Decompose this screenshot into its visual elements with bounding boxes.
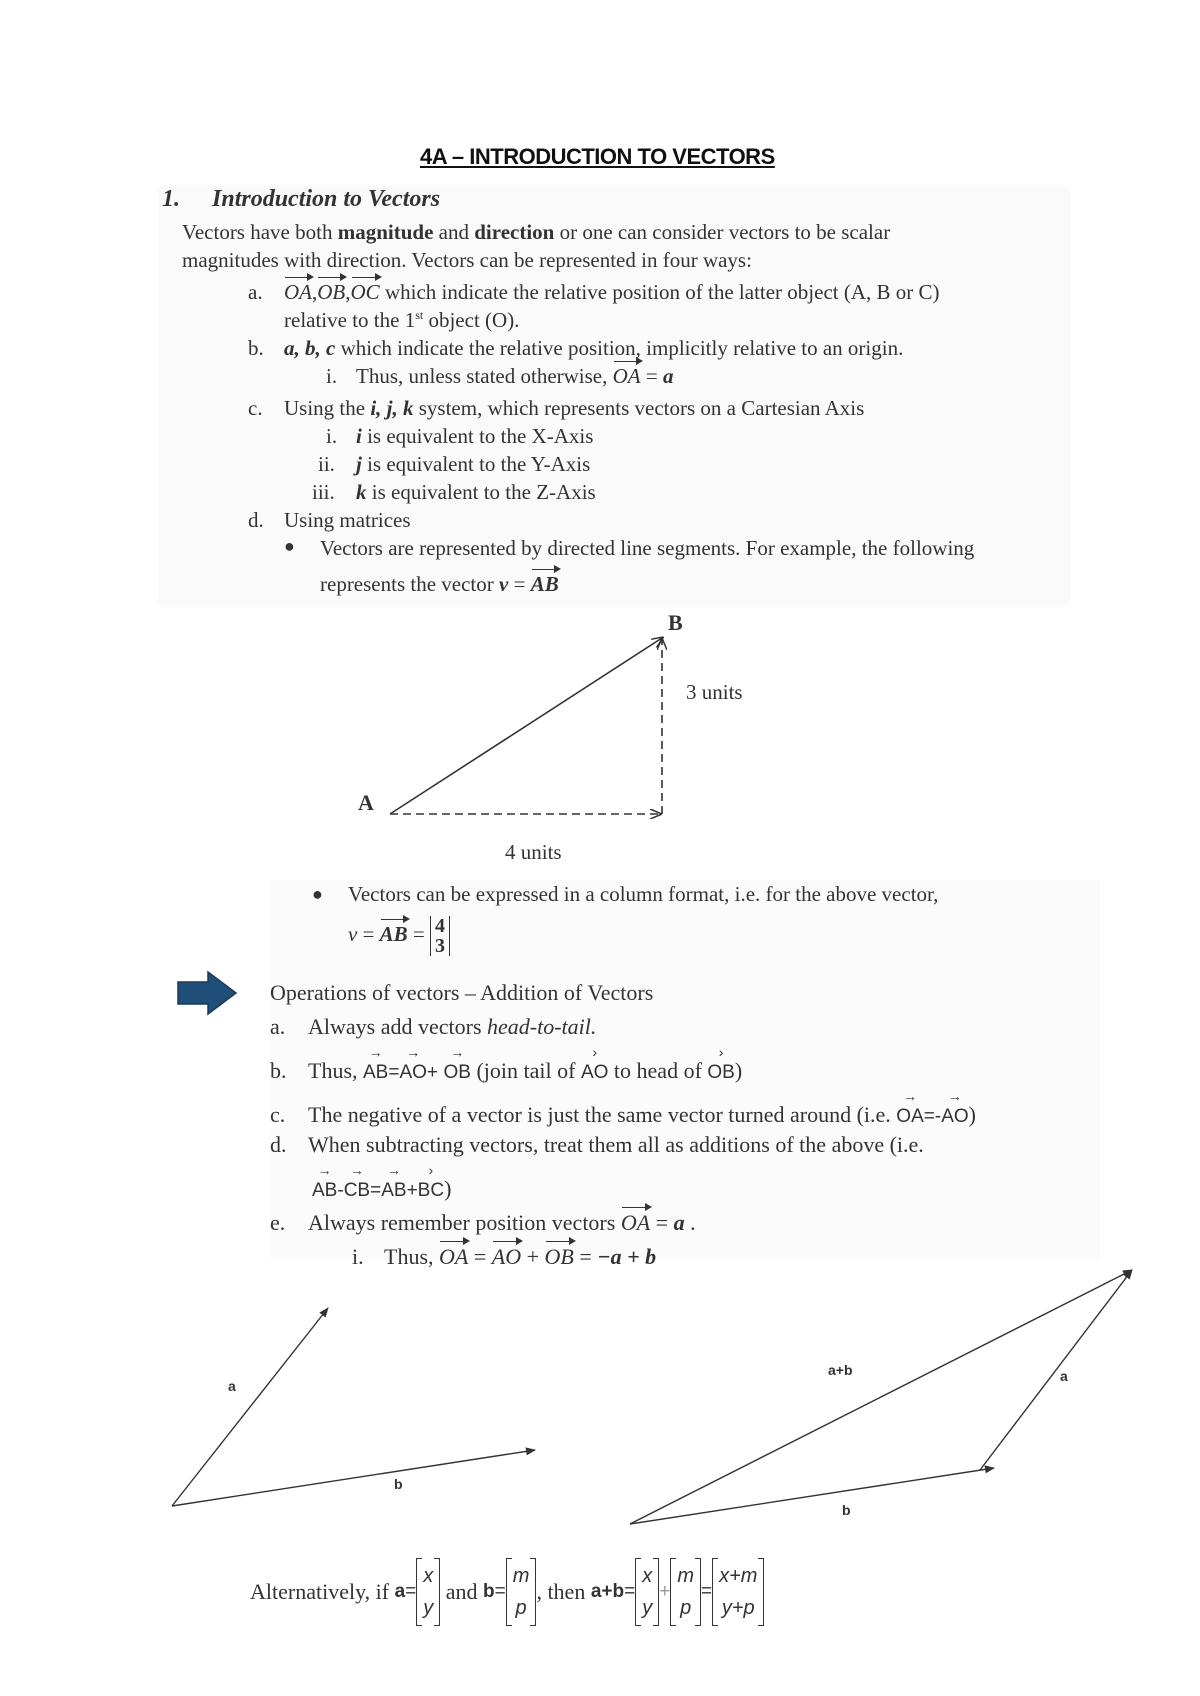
point-a-label: A xyxy=(358,790,374,815)
vector-sum-diagram xyxy=(620,1260,1140,1560)
point-b-label: B xyxy=(668,610,683,635)
matrix-mp-2: m p xyxy=(670,1558,701,1626)
vector-oa: OA xyxy=(284,274,312,305)
intro-line-2: magnitudes with direction. Vectors can be represented in four ways: xyxy=(182,248,752,272)
bullet-1-dot: ● xyxy=(284,536,295,556)
page-title: 4A – INTRODUCTION TO VECTORS xyxy=(420,144,775,169)
way-c-ii-line: j is equivalent to the Y-Axis xyxy=(356,452,591,476)
column-vector-equation: v = AB = 4 3 xyxy=(348,916,450,956)
diagram3-label-a: a xyxy=(1060,1368,1068,1384)
op-d-line: When subtracting vectors, treat them all as additions of the above (i.e. xyxy=(308,1132,924,1157)
way-b-i-line: Thus, unless stated otherwise, OA = a xyxy=(356,358,673,389)
way-a-line-1: OA,OB,OC which indicate the relative position of the latter object (A, B or C) xyxy=(284,274,940,305)
way-b-marker: b. xyxy=(248,336,264,360)
op-e-line: Always remember position vectors OA = a . xyxy=(308,1204,696,1236)
way-d-marker: d. xyxy=(248,508,264,532)
op-d-equation: → AB- → CB= → AB+ › BC) xyxy=(312,1162,452,1201)
column-vector: 4 3 xyxy=(430,916,450,956)
intro-line-1: Vectors have both magnitude and direction or one can consider vectors to be scalar xyxy=(182,220,891,244)
section-title: Introduction to Vectors xyxy=(212,186,441,212)
bullet-1-line-2: represents the vector v = AB xyxy=(320,566,559,597)
op-b-line: Thus, → AB= → AO+ → OB (join tail of › AO to head of › OB) xyxy=(308,1044,743,1083)
way-c-i-marker: i. xyxy=(326,424,338,448)
way-c-i-line: i is equivalent to the X-Axis xyxy=(356,424,594,448)
vector-oc: OC xyxy=(351,274,380,305)
matrix-result: x+m y+p xyxy=(712,1558,764,1626)
op-e-i-line: Thus, OA = AO + OB = −a + b xyxy=(384,1238,656,1270)
bullet-2-line: Vectors can be expressed in a column format, i.e. for the above vector, xyxy=(348,882,939,906)
op-a-marker: a. xyxy=(270,1014,286,1039)
diagram2-label-a: a xyxy=(228,1378,236,1394)
matrix-xy-2: x y xyxy=(635,1558,659,1626)
way-c-line: Using the i, j, k system, which represents vectors on a Cartesian Axis xyxy=(284,396,865,420)
pointer-arrow-icon xyxy=(176,970,238,1016)
op-d-marker: d. xyxy=(270,1132,287,1157)
op-c-line: The negative of a vector is just the same vector turned around (i.e. → OA=- → AO) xyxy=(308,1088,976,1127)
vectors-a-b-diagram xyxy=(160,1290,550,1520)
alternative-equation: Alternatively, if a= x y and b= m p , then a+b= x y + m p = x+m y+p xyxy=(250,1558,764,1626)
op-c-marker: c. xyxy=(270,1102,286,1127)
diagram3-label-sum: a+b xyxy=(828,1362,853,1378)
diagram3-label-b: b xyxy=(842,1502,851,1518)
run-label: 4 units xyxy=(505,840,562,864)
way-c-marker: c. xyxy=(248,396,263,420)
op-e-i-marker: i. xyxy=(352,1244,364,1269)
way-c-iii-marker: iii. xyxy=(312,480,335,504)
diagram2-label-b: b xyxy=(394,1476,403,1492)
operations-title: Operations of vectors – Addition of Vectors xyxy=(270,980,654,1005)
bullet-1-line-1: Vectors are represented by directed line segments. For example, the following xyxy=(320,536,975,560)
way-a-line-2: relative to the 1st object (O). xyxy=(284,308,520,332)
op-e-marker: e. xyxy=(270,1210,286,1235)
way-d-line: Using matrices xyxy=(284,508,411,532)
vector-ob: OB xyxy=(317,274,345,305)
vector-a-line xyxy=(980,1270,1132,1470)
rise-label: 3 units xyxy=(686,680,743,704)
op-a-line: Always add vectors head-to-tail. xyxy=(308,1014,597,1039)
way-c-ii-marker: ii. xyxy=(318,452,335,476)
vector-ab-line xyxy=(390,638,662,814)
way-b-line: a, b, c which indicate the relative position, implicitly relative to an origin. xyxy=(284,336,904,360)
op-b-marker: b. xyxy=(270,1058,287,1083)
matrix-xy: x y xyxy=(416,1558,440,1626)
bullet-2-dot: ● xyxy=(312,884,323,904)
way-c-iii-line: k is equivalent to the Z-Axis xyxy=(356,480,596,504)
section-number: 1. xyxy=(162,186,180,212)
vector-a-line xyxy=(172,1308,328,1506)
vector-b-line xyxy=(172,1450,535,1506)
way-b-i-marker: i. xyxy=(326,364,338,388)
vector-ab-diagram xyxy=(340,600,760,860)
way-a-marker: a. xyxy=(248,280,263,304)
matrix-mp: m p xyxy=(506,1558,537,1626)
